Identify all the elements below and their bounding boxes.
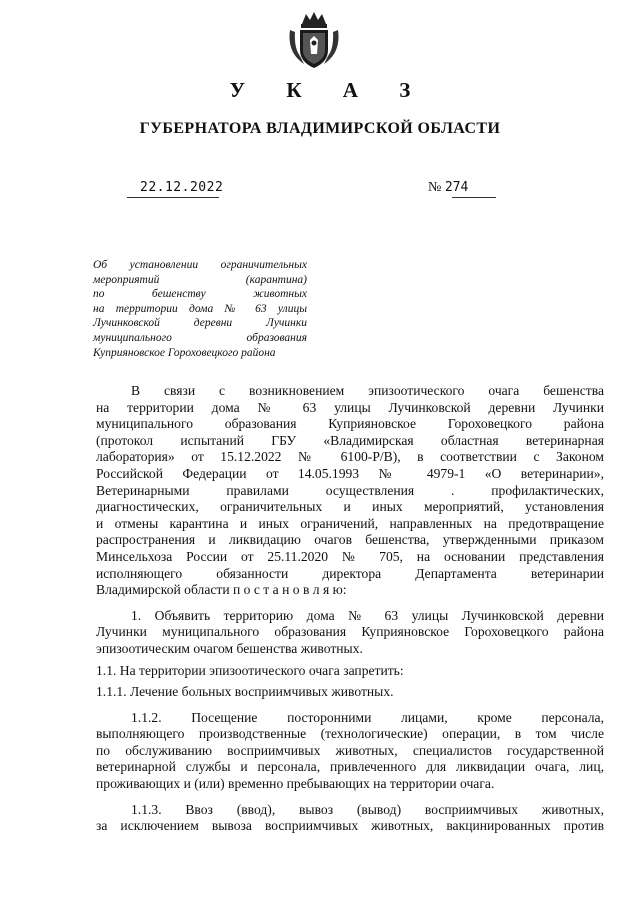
body-line: по обслуживанию восприимчивых животных, специалистов государственной (96, 742, 604, 758)
body-line: за исключением вывоза восприимчивых животных, вакцинированных против (96, 818, 604, 834)
coat-of-arms-icon (286, 10, 342, 70)
body-line: эпизоотическим очагом бешенства животных. (96, 640, 363, 656)
decree-date: 22.12.2022 (140, 180, 224, 195)
number-sign: № (428, 180, 442, 195)
body-line: проживающих и (или) временно пребывающих на территории очага. (96, 776, 495, 792)
decree-title: У К А З (229, 78, 429, 102)
subject-line: Об установлении ограничительных (93, 259, 307, 271)
body-line: Российской Федерации от 14.05.1993 № 4979-1 «О ветеринарии», (96, 465, 604, 481)
body-line: муниципального образования Куприяновское Гороховецкого района (96, 416, 604, 432)
body-line: на территории дома № 63 улицы Лучинковской деревни Лучинки (96, 399, 604, 415)
body-line: Лучинки муниципального образования Куприяновское Гороховецкого района (96, 624, 604, 640)
decree-issuer: ГУБЕРНАТОРА ВЛАДИМИРСКОЙ ОБЛАСТИ (139, 120, 501, 137)
clause-1-1-1: 1.1.1. Лечение больных восприимчивых животных. (96, 684, 394, 700)
date-underline (127, 197, 219, 198)
body-line: диагностических, ограничительных и иных мероприятий, установления (96, 499, 604, 515)
clause-1-1: 1.1. На территории эпизоотического очага запретить: (96, 662, 404, 678)
body-line: Ветеринарными правилами осуществления . профилактических, (96, 482, 604, 498)
body-line: распространения и ликвидацию очагов бешенства, утвержденными приказом (96, 532, 604, 548)
body-line: выполняющего производственные (технологические) операции, в том числе (96, 726, 604, 742)
decree-number (428, 180, 468, 196)
clause-1-1-2: 1.1.2. Посещение посторонними лицами, кроме персонала, (131, 709, 604, 725)
subject-line: мероприятий (карантина) (93, 273, 307, 286)
body-line: и отмены карантина и иных ограничений, направленных на предотвращение (96, 515, 604, 531)
subject-line: муниципального образования (93, 331, 307, 344)
body-line: (протокол испытаний ГБУ «Владимирская областная ветеринарная (96, 432, 604, 448)
decree-subject (93, 258, 307, 360)
body-line: Минсельхоза России от 25.11.2020 № 705, на основании представления (96, 548, 604, 564)
body-line: ветеринарной службы и персонала, привлеченного для ликвидации очага, лиц, (96, 759, 604, 775)
body-line: Владимирской области п о с т а н о в л я ю: (96, 582, 347, 598)
subject-line: Лучинковской деревни Лучинки (93, 317, 307, 330)
clause-1-1-3: 1.1.3. Ввоз (ввод), вывоз (вывод) восприимчивых животных, (131, 801, 604, 817)
subject-line: Куприяновское Гороховецкого района (93, 346, 276, 359)
clause-1: 1. Объявить территорию дома № 63 улицы Лучинковской деревни (131, 607, 604, 623)
decree-body (96, 383, 604, 835)
subject-line: на территории дома № 63 улицы (93, 302, 307, 315)
body-line: исполняющего обязанности директора Департамента ветеринарии (96, 565, 604, 581)
number-underline (452, 197, 496, 198)
subject-line: по бешенству животных (93, 288, 307, 301)
number-value: 274 (444, 180, 469, 195)
body-line: В связи с возникновением эпизоотического очага бешенства (131, 383, 604, 398)
body-line: лаборатория» от 15.12.2022 № 6100-Р/В), в соответствии с Законом (96, 449, 604, 465)
